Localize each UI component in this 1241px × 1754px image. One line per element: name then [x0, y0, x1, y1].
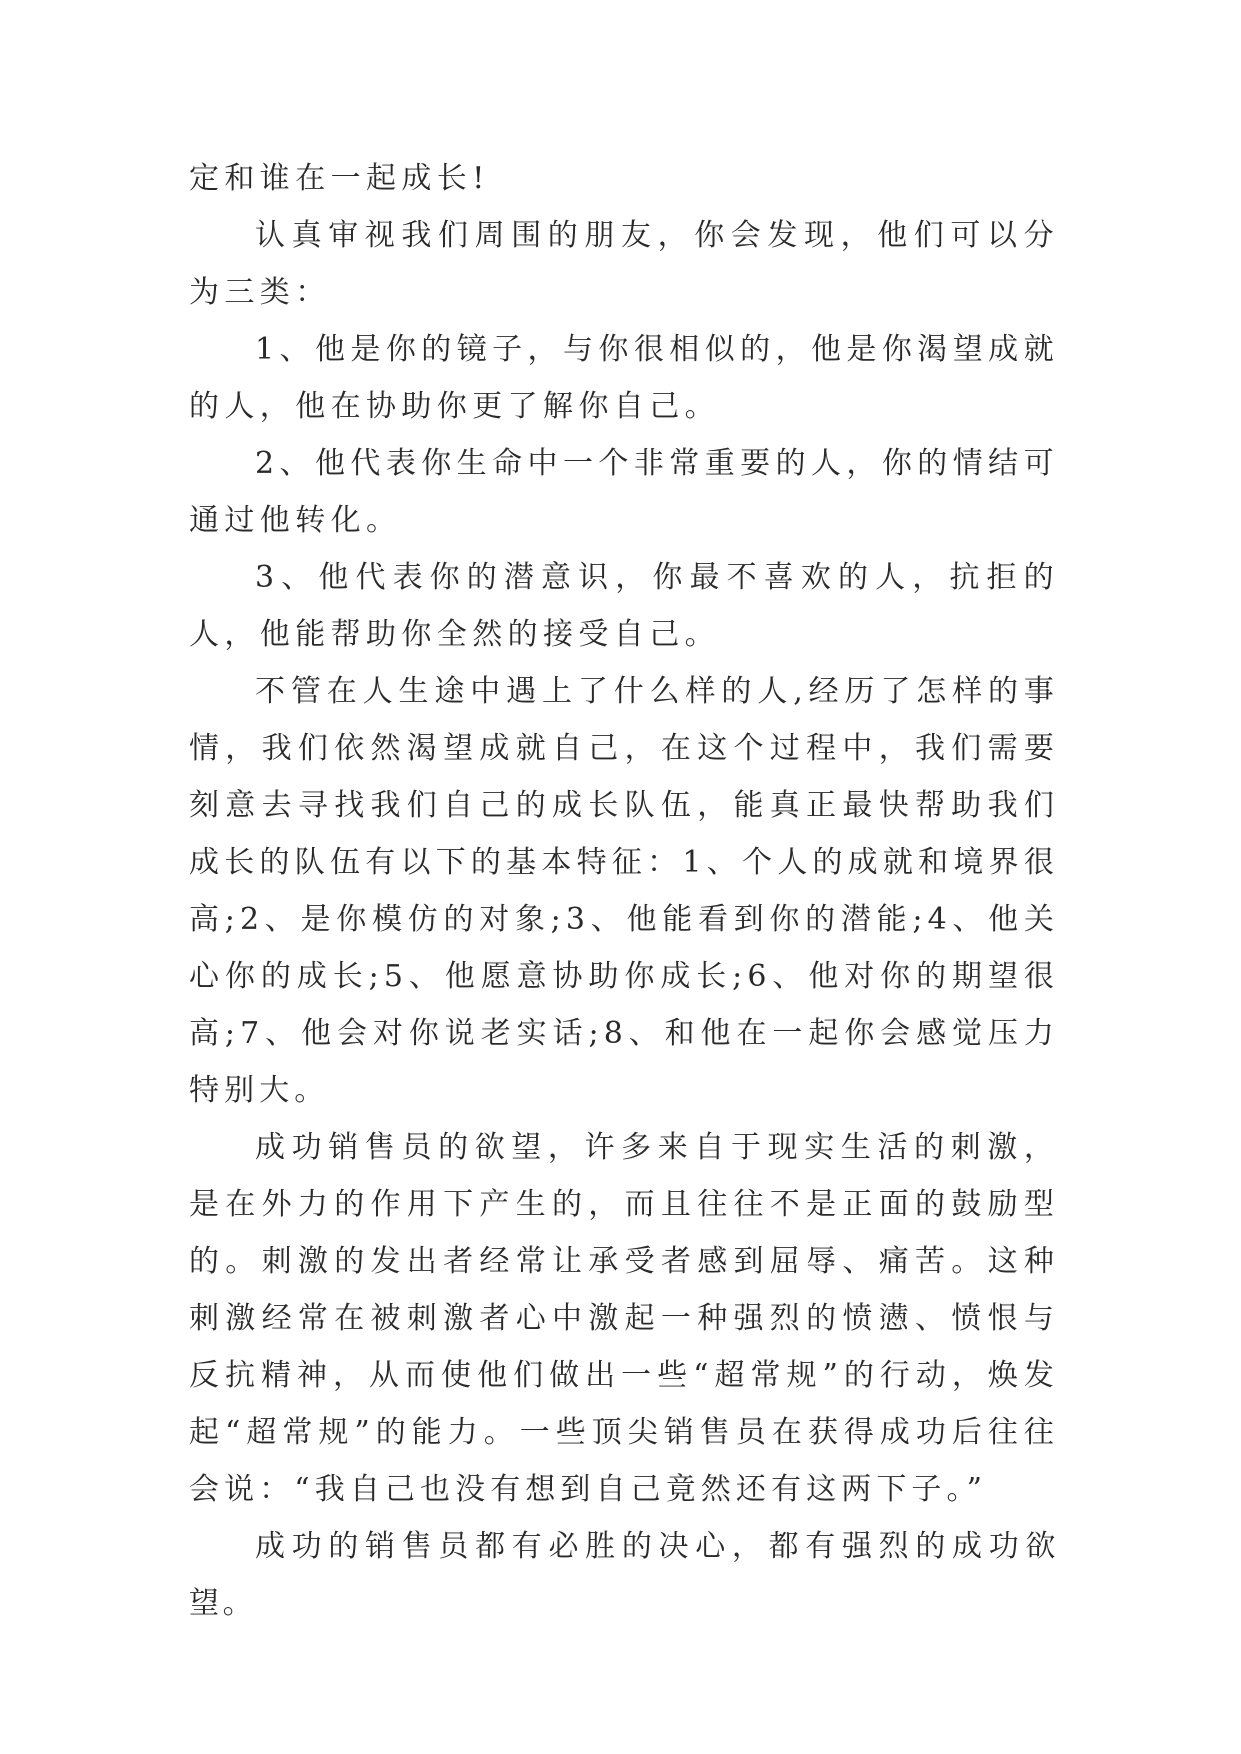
paragraph-type-3: 3、他代表你的潜意识，你最不喜欢的人，抗拒的人，他能帮助你全然的接受自己。: [189, 560, 1059, 652]
paragraph-growth-team: 不管在人生途中遇上了什么样的人,经历了怎样的事情，我们依然渴望成就自己，在这个过程中，我们需要刻意去寻找我们自己的成长队伍，能真正最快帮助我们成长的队伍有以下的基本特征：1、个人的成就和境界很高;2、是你模仿的对象;3、他能看到你的潜能;4、他关心你的成长;5、他愿意协助你成长;6、他对你的期望很高;7、他会对你说老实话;8、和他在一起你会感觉压力特别大。: [189, 674, 1059, 1108]
paragraph-determination: 成功的销售员都有必胜的决心，都有强烈的成功欲望。: [189, 1529, 1059, 1621]
document-body: [189, 150, 1059, 1632]
paragraph-intro-three-types: 认真审视我们周围的朋友，你会发现，他们可以分为三类：: [189, 218, 1059, 310]
paragraph-continuation: 定和谁在一起成长!: [189, 161, 490, 196]
paragraph-type-2: 2、他代表你生命中一个非常重要的人，你的情结可通过他转化。: [189, 446, 1059, 538]
paragraph-sales-desire: 成功销售员的欲望，许多来自于现实生活的刺激，是在外力的作用下产生的，而且往往不是正面的鼓励型的。刺激的发出者经常让承受者感到屈辱、痛苦。这种刺激经常在被刺激者心中激起一种强烈的愤懑、愤恨与反抗精神，从而使他们做出一些“超常规”的行动，焕发起“超常规”的能力。一些顶尖销售员在获得成功后往往会说：“我自己也没有想到自己竟然还有这两下子。”: [189, 1130, 1059, 1507]
paragraph-type-1: 1、他是你的镜子，与你很相似的，他是你渴望成就的人，他在协助你更了解你自己。: [189, 332, 1059, 424]
